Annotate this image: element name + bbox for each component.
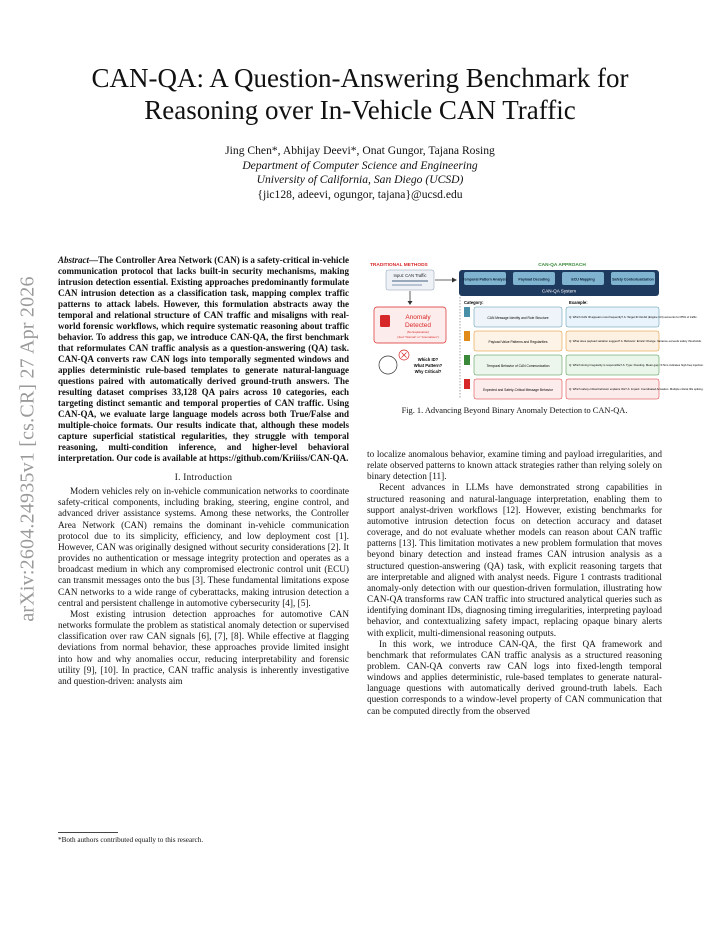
paper-title <box>60 62 660 126</box>
author-emails: {jic128, adeevi, ogungor, tajana}@ucsd.edu <box>257 187 463 201</box>
left-column <box>58 255 349 688</box>
traffic-line-icon <box>392 280 428 282</box>
author-names: Jing Chen*, Abhijay Deevi*, Onat Gungor, Tajana Rosing <box>225 144 495 157</box>
anomaly-line-2: Detected <box>404 322 432 329</box>
category-icon <box>464 355 470 365</box>
arxiv-stamp: arXiv:2604.24935v1 [cs.CR] 27 Apr 2026 <box>16 276 39 622</box>
traffic-line-icon <box>392 284 422 286</box>
right-paragraph-2: Recent advances in LLMs have demonstrated strong capabilities in structured reasoning and natural-language interpretation, enabling them to support analyst-driven workflows [12]. However, existing benchmarks for automotive intrusion detection focus on detection accuracy and dataset coverage, and do not evaluate whether models can reason about CAN traffic patterns [13]. This limitation motivates a new problem formulation that moves beyond binary detection and instead frames CAN intrusion analysis as a structured question-answering (QA) task, with explicit reasoning targets that are interpretable and aligned with analyst needs. Figure 1 contrasts traditional anomaly-only detection with our question-driven formulation, illustrating how CAN-QA transforms raw CAN traffic into structured analytical queries such as identifying dominant IDs, diagnosing timing irregularities, interpreting payload behavior, and contextualizing safety impact, replacing opaque binary alerts with explicit, multi-dimensional reasoning outputs. <box>367 483 662 639</box>
author-block <box>160 144 560 202</box>
intro-paragraph-2: Most existing intrusion detection approaches for automotive CAN networks formulate the problem as statistical anomaly detection or supervised classification over raw CAN signals [6], [7], [8]. While effective at flagging deviations from normal behavior, these approaches provide limited insight into how and why anomalies occur, reducing interpretability and forensic utility [9], [10]. In practice, CAN traffic analysis is inherently investigative and question-driven: analysts aim <box>58 609 349 687</box>
footnote: *Both authors contributed equally to this research. <box>58 836 204 844</box>
arrow-head-icon <box>408 301 413 305</box>
stage-label: Temporal Pattern Analysis <box>462 277 508 282</box>
affiliation-dept: Department of Computer Science and Engineering <box>242 158 478 172</box>
category-row <box>464 331 702 351</box>
title-line-2: Reasoning over In-Vehicle CAN Traffic <box>144 95 576 125</box>
why-text: Which ID? <box>417 357 439 362</box>
category-name: Temporal Behavior of CAN Communication <box>486 364 550 368</box>
why-text: What Pattern? <box>413 363 443 368</box>
figure-caption: Fig. 1. Advancing Beyond Binary Anomaly Detection to CAN-QA. <box>401 406 628 415</box>
traditional-label: TRADITIONAL METHODS <box>370 263 428 268</box>
intro-paragraph-1: Modern vehicles rely on in-vehicle communication networks to coordinate safety-critical components, including braking, steering, engine control, and advanced driver assistance systems. Among these networks, the Controller Area Network (CAN) remains the dominant in-vehicle communication protocol due to its simplicity, efficiency, and low deployment cost [1]. However, CAN was originally designed without security considerations [2]. It provides no authentication or message integrity protection and operates as a broadcast medium in which any compromised electronic control unit (ECU) can transmit messages onto the bus [3]. These fundamental limitations expose CAN networks to a wide range of cyberattacks, making intrusion detection a central and persistent challenge in automotive cybersecurity [4], [5]. <box>58 487 349 609</box>
figure-1 <box>366 257 704 399</box>
example-header: Example: <box>569 300 588 305</box>
abstract-body: —The Controller Area Network (CAN) is a safety-critical in-vehicle communication protocol that lacks built-in security mechanisms, making intrusion detection essential. Existing approaches predominantly formulate CAN intrusion detection as a classification task, mapping complex traffic patterns to attack labels. However, this formulation abstracts away the temporal and relational structure of CAN traffic and misaligns with real-world forensic workflows, which require systematic reasoning about traffic behavior. To address this gap, we introduce CAN-QA, the first benchmark that reformulates CAN traffic analysis as a question-answering (QA) task. CAN-QA converts raw CAN logs into temporally segmented windows and applies deterministic rule-based templates to generate natural-language questions paired with automatically derived ground-truth answers. The resulting dataset comprises 33,128 QA pairs across 10 categories, each targeting distinct semantic and temporal properties of CAN traffic. Using CAN-QA, we evaluate large language models across both True/False and multiple-choice formats. Our results indicate that, although these models capture superficial statistical regularities, they struggle with temporal reasoning, multi-condition inference, and higher-level behavioral interpretation. Our code is available at https://github.com/Kriiiss/CAN-QA. <box>58 255 349 463</box>
right-column <box>367 450 662 718</box>
canqa-label: CAN-QA APPROACH <box>538 263 586 268</box>
right-paragraph-3: In this work, we introduce CAN-QA, the first QA framework and benchmark that reformulates CAN traffic analysis as a structured reasoning problem. CAN-QA converts raw CAN logs into fixed-length temporal windows and applies deterministic, rule-based templates to generate natural-language questions with automatically derived ground-truth labels. Each question corresponds to a window-level property of CAN communication that can be computed directly from the observed <box>367 639 662 717</box>
category-name: Payload Value Patterns and Regularities <box>488 340 548 344</box>
title-line-1: CAN-QA: A Question-Answering Benchmark for <box>91 63 629 93</box>
anomaly-line-1: Anomaly <box>405 314 431 321</box>
confused-person-icon <box>379 356 397 374</box>
abstract <box>58 255 349 464</box>
arrow-head-icon <box>452 278 457 283</box>
abstract-lead: Abstract <box>58 255 90 265</box>
why-text: Why Critical? <box>414 369 442 374</box>
anomaly-note-1: (No Explanation) <box>406 330 430 334</box>
category-icon <box>464 379 470 389</box>
anomaly-note-2: (Just "Normal" or "Anomalous") <box>397 335 439 339</box>
section-heading: I. Introduction <box>174 472 233 482</box>
example-text: Q: Which CAN ID appears most frequently? A: Target ID 0x1A0 (Engine Ctrl) accounts for 85% of traffic. <box>569 315 698 319</box>
footnote-rule <box>58 832 118 833</box>
affiliation-univ: University of California, San Diego (UCSD) <box>256 173 464 187</box>
category-row <box>464 307 698 327</box>
category-name: CAN Message Identity and Role Structure <box>487 316 549 320</box>
input-label: Input: CAN Traffic <box>393 273 427 278</box>
category-icon <box>464 307 470 317</box>
category-icon <box>464 331 470 341</box>
stage-label: ECU Mapping <box>571 277 595 282</box>
category-row <box>464 379 704 399</box>
stage-label: Safety Contextualization <box>612 277 654 282</box>
right-paragraph-1: to localize anomalous behavior, examine timing and payload irregularities, and relate observed patterns to known attack strategies rather than relying solely on binary detection [11]. <box>367 450 662 483</box>
category-header: Category: <box>464 300 484 305</box>
siren-icon <box>380 315 390 327</box>
example-text: Q: Which timing irregularity is responsible? A: Type: Flooding. Mean gap <0.5ms indicates high-freq injection. <box>569 363 704 367</box>
category-name: Expected and Safety-Critical Message Behavior <box>483 388 553 392</box>
stage-label: Payload Decoding <box>518 277 550 282</box>
example-text: Q: What does payload variation suggest? A: Behavior: Erratic Change. Variance exceeds safety thresholds. <box>569 339 702 343</box>
category-row <box>464 355 704 375</box>
system-label: CAN-QA System <box>541 288 577 294</box>
example-text: Q: Which safety-critical behavior explains this? A: Impact: Coordinated Actuation. Multiple critical IDs spiking. <box>569 387 704 391</box>
